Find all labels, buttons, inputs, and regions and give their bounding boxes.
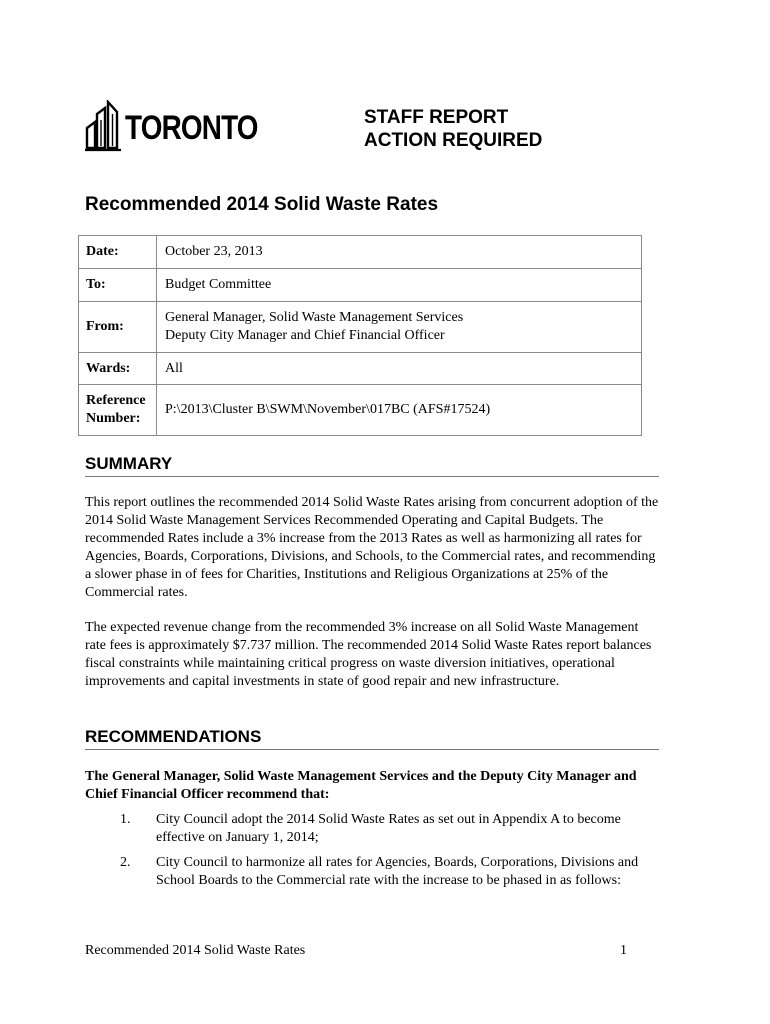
from-label: From: xyxy=(79,302,157,353)
wards-value: All xyxy=(157,353,642,385)
from-value-line1: General Manager, Solid Waste Management Services xyxy=(165,310,464,325)
footer-title: Recommended 2014 Solid Waste Rates xyxy=(85,943,306,958)
to-value: Budget Committee xyxy=(157,269,642,302)
table-row-date xyxy=(79,236,642,269)
recommendation-text: City Council adopt the 2014 Solid Waste Rates as set out in Appendix A to become effective on January 1, 2014; xyxy=(156,812,621,845)
table-row-wards xyxy=(79,353,642,385)
report-type xyxy=(364,106,542,152)
recommendations-intro: The General Manager, Solid Waste Management Services and the Deputy City Manager and Chief Financial Officer recommend that: xyxy=(85,769,637,802)
city-hall-icon xyxy=(85,100,125,152)
report-type-line1: STAFF REPORT xyxy=(364,107,509,128)
date-value: October 23, 2013 xyxy=(157,236,642,269)
recommendations-heading: RECOMMENDATIONS xyxy=(85,727,659,750)
reference-label xyxy=(79,385,157,436)
recommendation-number: 2. xyxy=(120,855,131,870)
from-value xyxy=(157,302,642,353)
summary-paragraph-1: This report outlines the recommended 2014 Solid Waste Rates arising from concurrent adoption of the 2014 Solid Waste Management Services Recommended Operating and Capital Budgets. The recommended Rates include a 3% increase from the 2013 Rates as well as harmonizing all rates for Agencies, Boards, Corporations, Divisions, and Schools, to the Commercial rates, and recommending a slower phase in of fees for Charities, Institutions and Religious Organizations at 25% of the Commercial rates. xyxy=(85,495,659,600)
table-row-reference xyxy=(79,385,642,436)
logo-wordmark: TORONTO xyxy=(125,109,258,147)
document-title: Recommended 2014 Solid Waste Rates xyxy=(85,194,439,215)
summary-paragraph-2: The expected revenue change from the recommended 3% increase on all Solid Waste Management rate fees is approximately $7.737 million. The recommended 2014 Solid Waste Rates report balances fiscal constraints while maintaining critical progress on waste diversion initiatives, operational improvements and capital investments in state of good repair and new infrastructure. xyxy=(85,620,652,689)
page-number: 1 xyxy=(620,943,627,958)
recommendation-text: City Council to harmonize all rates for Agencies, Boards, Corporations, Divisions and School Boards to the Commercial rate with the increase to be phased in as follows: xyxy=(156,855,639,888)
table-row-to xyxy=(79,269,642,302)
from-value-line2: Deputy City Manager and Chief Financial Officer xyxy=(165,328,445,343)
to-label: To: xyxy=(79,269,157,302)
recommendation-number: 1. xyxy=(120,812,131,827)
toronto-logo xyxy=(85,100,258,152)
summary-heading: SUMMARY xyxy=(85,454,659,477)
report-type-line2: ACTION REQUIRED xyxy=(364,130,543,151)
report-info-table xyxy=(78,235,642,436)
table-row-from xyxy=(79,302,642,353)
reference-label-line2: Number: xyxy=(86,411,141,426)
date-label: Date: xyxy=(79,236,157,269)
reference-label-line1: Reference xyxy=(86,393,146,408)
reference-value: P:\2013\Cluster B\SWM\November\017BC (AFS#17524) xyxy=(157,385,642,436)
wards-label: Wards: xyxy=(79,353,157,385)
